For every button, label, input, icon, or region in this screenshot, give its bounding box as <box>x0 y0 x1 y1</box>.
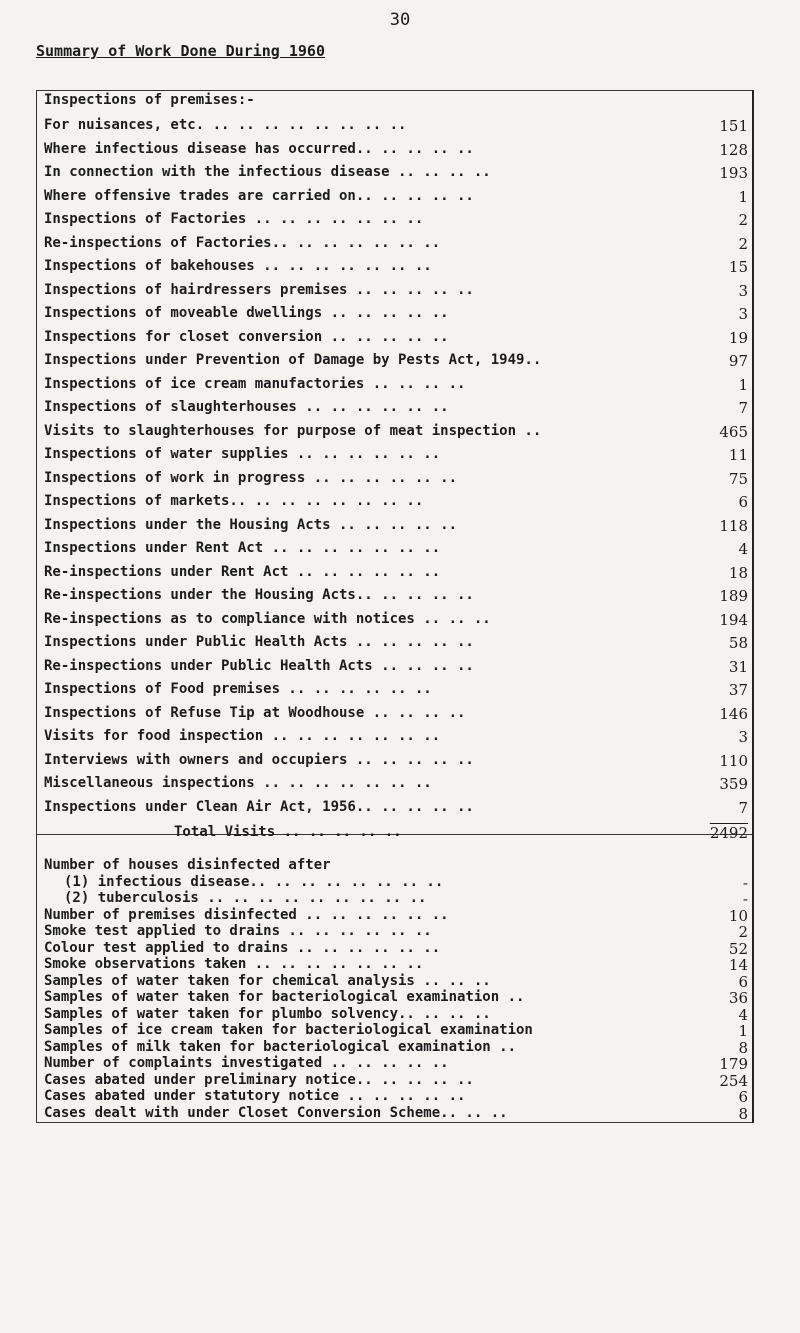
total-row <box>44 824 748 843</box>
inspection-row <box>44 258 748 277</box>
row-label: Re-inspections as to compliance with notices .. .. .. <box>44 610 491 627</box>
row-value: 52 <box>728 939 748 958</box>
row-value: 4 <box>738 540 748 558</box>
row-value: 2 <box>738 234 748 253</box>
row-label: Visits to slaughterhouses for purpose of meat inspection .. <box>44 422 542 439</box>
row-value: 4 <box>738 1005 748 1024</box>
row-value: 1 <box>738 375 748 394</box>
row-value: 36 <box>728 989 748 1007</box>
row-label: Total Visits .. .. .. .. .. <box>174 824 402 840</box>
row-label: Number of houses disinfected after <box>44 857 331 873</box>
inspection-row <box>44 799 748 818</box>
inspections-title: Inspections of premises:- <box>44 92 255 108</box>
row-value: 8 <box>738 1104 748 1123</box>
row-label: Cases abated under statutory notice .. .. .. .. .. <box>44 1088 466 1104</box>
inspection-row <box>44 305 748 324</box>
row-label: Inspections of Refuse Tip at Woodhouse .. .. .. .. <box>44 704 466 721</box>
row-label: Inspections of Food premises .. .. .. .. .. .. <box>44 681 432 697</box>
row-label: (1) infectious disease.. .. .. .. .. .. .. .. <box>64 873 444 890</box>
row-value: 151 <box>719 117 748 135</box>
row-label: Samples of water taken for plumbo solvency.. .. .. .. <box>44 1005 491 1022</box>
inspection-row <box>44 446 748 465</box>
inspection-row <box>44 728 748 747</box>
row-value: 7 <box>738 399 748 417</box>
inspection-row <box>44 211 748 230</box>
inspection-row <box>44 376 748 395</box>
inspection-row <box>44 282 748 301</box>
work-row <box>44 1105 748 1124</box>
row-value: 3 <box>738 281 748 300</box>
row-value: 37 <box>728 681 748 699</box>
row-value: - <box>742 890 748 908</box>
row-value: 2 <box>738 211 748 229</box>
inspection-row <box>44 352 748 371</box>
row-label: Re-inspections under the Housing Acts.. .. .. .. .. <box>44 587 474 603</box>
row-value: 189 <box>719 587 748 605</box>
row-value: 97 <box>728 352 748 370</box>
row-label: Inspections of moveable dwellings .. .. .. .. .. <box>44 305 449 321</box>
row-label: Samples of water taken for bacteriological examination .. <box>44 989 525 1005</box>
row-value: 6 <box>738 493 748 511</box>
inspection-row <box>44 470 748 489</box>
inspection-row <box>44 141 748 160</box>
row-label: Inspections of water supplies .. .. .. .. .. .. <box>44 446 441 462</box>
row-value: 31 <box>728 657 748 676</box>
row-value: 110 <box>719 751 748 770</box>
inspection-row <box>44 705 748 724</box>
row-label: Interviews with owners and occupiers .. .. .. .. .. <box>44 751 474 768</box>
row-label: Re-inspections of Factories.. .. .. .. .. .. .. <box>44 234 441 251</box>
row-label: Smoke test applied to drains .. .. .. .. .. .. <box>44 923 432 939</box>
inspection-row <box>44 517 748 536</box>
inspection-row <box>44 775 748 794</box>
row-value: 7 <box>738 798 748 817</box>
inspection-row <box>44 423 748 442</box>
row-label: Where offensive trades are carried on.. .. .. .. .. <box>44 187 474 204</box>
row-label: Colour test applied to drains .. .. .. .. .. .. <box>44 939 441 956</box>
row-label: Smoke observations taken .. .. .. .. .. .. .. <box>44 956 424 972</box>
row-label: (2) tuberculosis .. .. .. .. .. .. .. .. .. <box>64 890 427 906</box>
row-value: 193 <box>719 164 748 182</box>
row-value: 19 <box>728 328 748 347</box>
inspection-row <box>44 188 748 207</box>
row-label: Inspections of bakehouses .. .. .. .. .. .. .. <box>44 258 432 274</box>
inspection-row <box>44 493 748 512</box>
row-label: Inspections of Factories .. .. .. .. .. .. .. <box>44 211 424 227</box>
inspection-row <box>44 587 748 606</box>
row-value: 3 <box>738 728 748 746</box>
row-label: Inspections under Public Health Acts .. .. .. .. .. <box>44 634 474 650</box>
row-value: 465 <box>719 422 748 441</box>
row-value: - <box>742 873 748 892</box>
row-label: Visits for food inspection .. .. .. .. .. .. .. <box>44 728 441 744</box>
row-value: 1 <box>738 1022 748 1040</box>
row-label: Number of complaints investigated .. .. .. .. .. <box>44 1055 449 1071</box>
row-label: Samples of water taken for chemical analysis .. .. .. <box>44 972 491 989</box>
row-value: 194 <box>719 610 748 629</box>
row-value: 8 <box>738 1038 748 1057</box>
inspection-row <box>44 611 748 630</box>
row-value: 254 <box>719 1071 748 1090</box>
row-value: 118 <box>719 516 748 535</box>
row-label: Miscellaneous inspections .. .. .. .. .. .. .. <box>44 775 432 791</box>
row-value: 6 <box>738 972 748 991</box>
row-label: Inspections of markets.. .. .. .. .. .. .. .. <box>44 493 424 509</box>
inspection-row <box>44 752 748 771</box>
row-value: 11 <box>728 446 748 464</box>
inspection-row <box>44 164 748 183</box>
inspection-row <box>44 634 748 653</box>
row-value: 58 <box>728 634 748 652</box>
row-label: Inspections of slaughterhouses .. .. .. .. .. .. <box>44 399 449 415</box>
row-label: Cases dealt with under Closet Conversion Scheme.. .. .. <box>44 1104 508 1121</box>
row-value: 6 <box>738 1088 748 1106</box>
row-label: Cases abated under preliminary notice.. .. .. .. .. <box>44 1071 474 1088</box>
row-value: 15 <box>728 258 748 276</box>
row-value: 128 <box>719 140 748 159</box>
row-label: Inspections under Prevention of Damage by Pests Act, 1949.. <box>44 352 542 368</box>
row-value: 146 <box>719 704 748 723</box>
row-label: Inspections for closet conversion .. .. .. .. .. <box>44 328 449 345</box>
inspection-row <box>44 540 748 559</box>
row-label: Inspections under the Housing Acts .. .. .. .. .. <box>44 516 458 533</box>
row-value: 14 <box>728 956 748 974</box>
row-value: 359 <box>719 775 748 793</box>
page-number: 30 <box>389 10 411 30</box>
row-value: 2492 <box>709 824 748 842</box>
row-label: Re-inspections under Public Health Acts .. .. .. .. <box>44 657 474 674</box>
inspection-row <box>44 564 748 583</box>
row-label: Where infectious disease has occurred.. .. .. .. .. <box>44 140 474 157</box>
row-label: In connection with the infectious disease .. .. .. .. <box>44 164 491 180</box>
row-value: 10 <box>728 906 748 925</box>
row-label: Samples of ice cream taken for bacteriological examination <box>44 1022 533 1038</box>
inspection-row <box>44 117 748 136</box>
row-value: 18 <box>728 563 748 582</box>
row-label: Samples of milk taken for bacteriological examination .. <box>44 1038 517 1055</box>
row-value: 1 <box>738 187 748 206</box>
row-label: Inspections of hairdressers premises .. .. .. .. .. <box>44 281 474 298</box>
row-label: Inspections of ice cream manufactories .. .. .. .. <box>44 375 466 392</box>
row-label: Inspections under Rent Act .. .. .. .. .. .. .. <box>44 540 441 556</box>
row-value: 75 <box>728 469 748 488</box>
inspection-row <box>44 658 748 677</box>
page-heading: Summary of Work Done During 1960 <box>36 42 325 60</box>
inspection-row <box>44 329 748 348</box>
inspection-row <box>44 681 748 700</box>
row-label: Inspections under Clean Air Act, 1956.. .. .. .. .. <box>44 798 474 815</box>
inspection-row <box>44 235 748 254</box>
row-label: Inspections of work in progress .. .. .. .. .. .. <box>44 469 458 486</box>
row-label: For nuisances, etc. .. .. .. .. .. .. .. .. <box>44 117 407 133</box>
inspection-row <box>44 399 748 418</box>
row-value: 3 <box>738 305 748 323</box>
row-label: Number of premises disinfected .. .. .. .. .. .. <box>44 906 449 923</box>
row-value: 2 <box>738 923 748 941</box>
row-value: 179 <box>719 1055 748 1073</box>
row-label: Re-inspections under Rent Act .. .. .. .. .. .. <box>44 563 441 580</box>
